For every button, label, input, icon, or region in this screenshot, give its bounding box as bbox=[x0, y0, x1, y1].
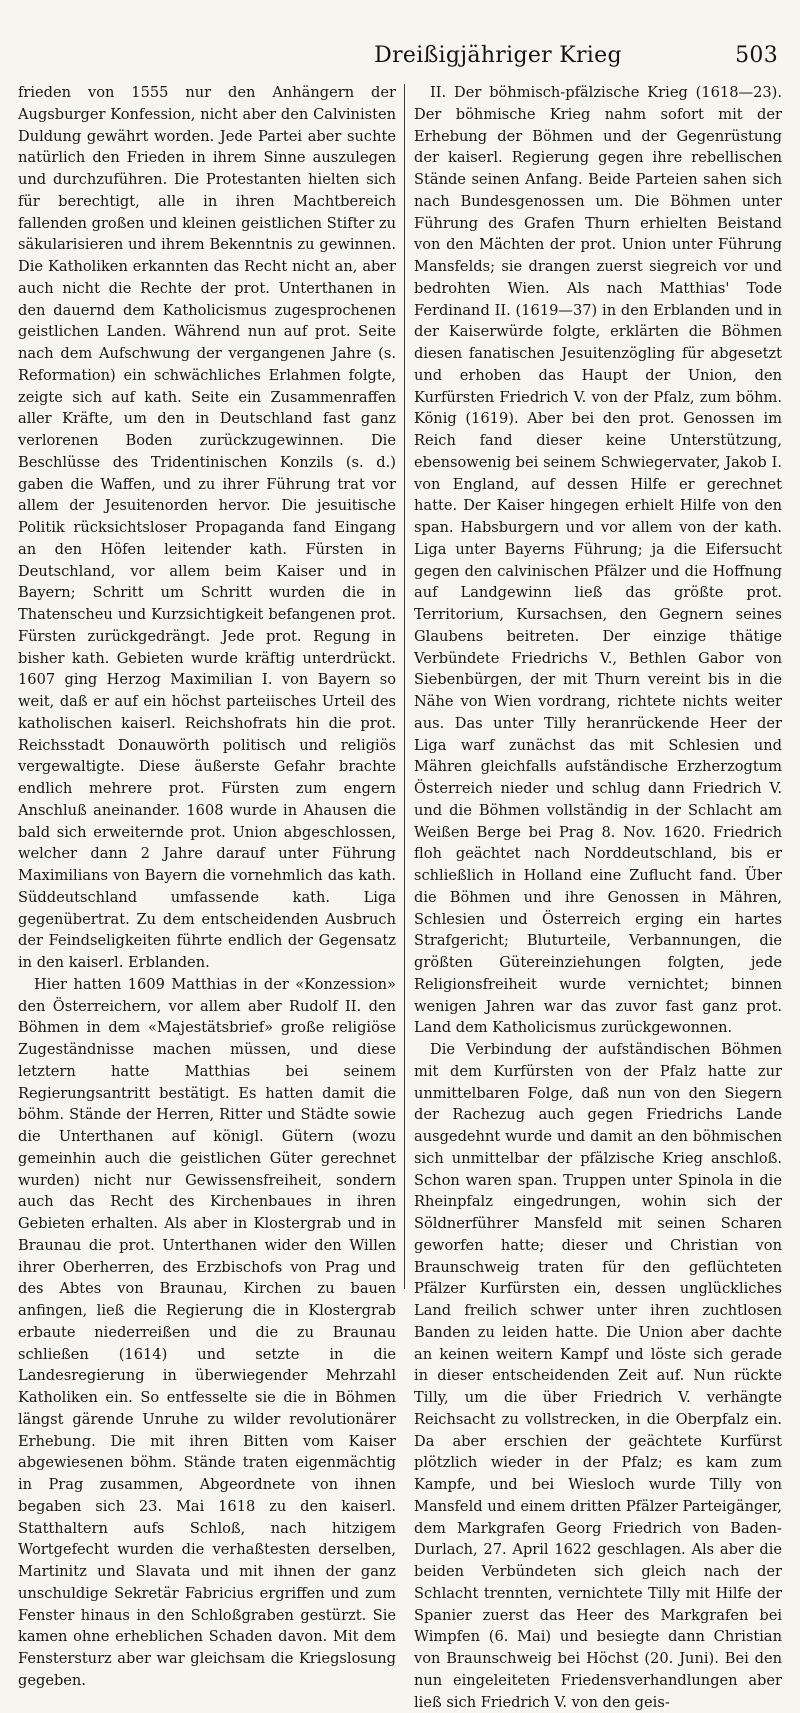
running-title: Dreißigjähriger Krieg bbox=[374, 42, 622, 68]
page-number: 503 bbox=[735, 42, 778, 68]
right-paragraph-1: II. Der böhmisch-pfälzische Krieg (1618—23). Der böhmische Krieg nahm sofort mit der Erhebung der Böhmen und der Gegenrüstung der kaiserl. Regierung gegen ihre rebellischen Stände seinen Anfang. Beide Parteien sahen sich nach Bundesgenossen um. Die Böhmen unter Führung des Grafen Thurn erhielten Beistand von den Mächten der prot. Union unter Führung Mansfelds; sie drangen zuerst siegreich vor und bedrohten Wien. Als nach Matthias' Tode Ferdinand II. (1619—37) in den Erblanden und in der Kaiserwürde folgte, erklärten die Böhmen diesen fanatischen Jesuitenzögling für abgesetzt und erhoben das Haupt der Union, den Kurfürsten Friedrich V. von der Pfalz, zum böhm. König (1619). Aber bei den prot. Genossen im Reich fand dieser keine Unterstützung, ebensowenig bei seinem Schwiegervater, Jakob I. von England, auf dessen Hilfe er gerechnet hatte. Der Kaiser hingegen erhielt Hilfe von den span. Habsburgern und vor allem von der kath. Liga unter Bayerns Führung; ja die Eifersucht gegen den calvinischen Pfälzer und die Hoffnung auf Landgewinn ließ das größte prot. Territorium, Kursachsen, den Gegnern seines Glaubens beitreten. Der einzige thätige Verbündete Friedrichs V., Bethlen Gabor von Siebenbürgen, der mit Thurn vereint bis in die Nähe von Wien vordrang, richtete nichts weiter aus. Das unter Tilly heranrückende Heer der Liga warf zunächst das mit Schlesien und Mähren gleichfalls aufständische Erzherzogtum Österreich nieder und schlug dann Friedrich V. und die Böhmen vollständig in der Schlacht am Weißen Berge bei Prag 8. Nov. 1620. Friedrich floh geächtet nach Norddeutschland, bis er schließlich in Holland eine Zuflucht fand. Über die Böhmen und ihre Genossen in Mähren, Schlesien und Österreich erging ein hartes Strafgericht; Bluturteile, Verbannungen, die größten Gütereinziehungen folgten, jede Religionsfreiheit wurde vernichtet; binnen wenigen Jahren war das zuvor fast ganz prot. Land dem Katholicismus zurückgewonnen. bbox=[414, 84, 782, 1037]
left-paragraph-2: Hier hatten 1609 Matthias in der «Konzession» den Österreichern, vor allem aber Rudolf II. den Böhmen in dem «Majestätsbrief» große religiöse Zugeständnisse machen müssen, und diese letztern hatte Matthias bei seinem Regierungsantritt bestätigt. Es hatten damit die böhm. Stände der Herren, Ritter und Städte sowie die Unterthanen auf königl. Gütern (wozu gemeinhin auch die geistlichen Güter gerechnet wurden) nicht nur Gewissensfreiheit, sondern auch das Recht des Kirchenbaues in ihren Gebieten erhalten. Als aber in Klostergrab und in Braunau die prot. Unterthanen wider den Willen ihrer Oberherren, des Erzbischofs von Prag und des Abtes von Braunau, Kirchen zu bauen anfingen, ließ die Regierung die in Klostergrab erbaute niederreißen und die zu Braunau schließen (1614) und setzte in die Landesregierung in überwiegender Mehrzahl Katholiken ein. So entfesselte sie die in Böhmen längst gärende Unruhe zu wilder revolutionärer Erhebung. Die mit ihren Bitten vom Kaiser abgewiesenen böhm. Stände traten eigenmächtig in Prag zusammen, Abgeordnete von ihnen begaben sich 23. Mai 1618 zu den kaiserl. Statthaltern aufs Schloß, nach hitzigem Wortgefecht wurden die verhaßtesten derselben, Martinitz und Slavata und mit ihnen der ganz unschuldige Sekretär Fabricius ergriffen und zum Fenster hinaus in den Schloßgraben gestürzt. Sie kamen ohne erheblichen Schaden davon. Mit dem Fenstersturz aber war gleichsam die Kriegslosung gegeben. bbox=[18, 975, 396, 1689]
page-header bbox=[18, 38, 778, 72]
left-column bbox=[18, 82, 396, 1689]
right-paragraph-2: Die Verbindung der aufständischen Böhmen mit dem Kurfürsten von der Pfalz hatte zur unmittelbaren Folge, daß nun von den Siegern der Rachezug auch gegen Friedrichs Lande ausgedehnt wurde und damit an den böhmischen sich unmittelbar der pfälzische Krieg anschloß. Schon waren span. Truppen unter Spinola in die Rheinpfalz eingedrungen, wohin sich der Söldnerführer Mansfeld mit seinen Scharen geworfen hatte; dieser und Christian von Braunschweig traten für den geflüchteten Pfälzer Kurfürsten ein, dessen unglückliches Land freilich schwer unter ihren zuchtlosen Banden zu leiden hatte. Die Union aber dachte an keinen weitern Kampf und löste sich gerade in dieser entscheidenden Zeit auf. Nun rückte Tilly, um die über Friedrich V. verhängte Reichsacht zu vollstrecken, in die Oberpfalz ein. Da aber erschien der geächtete Kurfürst plötzlich wieder in der Pfalz; es kam zum Kampfe, und bei Wiesloch wurde Tilly von Mansfeld und einem dritten Pfälzer Parteigänger, dem Markgrafen Georg Friedrich von Baden-Durlach, 27. April 1622 geschlagen. Als aber die beiden Verbündeten sich gleich nach der Schlacht trennten, vernichtete Tilly mit Hilfe der Spanier zuerst das Heer des Markgrafen bei Wimpfen (6. Mai) und besiegte dann Christian von Braunschweig bei Höchst (20. Juni). Bei den nun eingeleiteten Friedensverhandlungen aber ließ sich Friedrich V. von den geis- bbox=[414, 1041, 782, 1711]
left-paragraph-1: frieden von 1555 nur den Anhängern der Augsburger Konfession, nicht aber den Calvinisten Duldung gewährt worden. Jede Partei aber suchte natürlich den Frieden in ihrem Sinne auszulegen und durchzuführen. Die Protestanten hielten sich für berechtigt, alle in ihren Machtbereich fallenden großen und kleinen geistlichen Stifter zu säkularisieren und ihrem Bekenntnis zu gewinnen. Die Katholiken erkannten das Recht nicht an, aber auch nicht die Rechte der prot. Unterthanen in den dauernd dem Katholicismus zugesprochenen geistlichen Landen. Während nun auf prot. Seite nach dem Aufschwung der vergangenen Jahre (s. Reformation) ein schwächliches Erlahmen folgte, zeigte sich auf kath. Seite ein Zusammenraffen aller Kräfte, um den in Deutschland fast ganz verlorenen Boden zurückzugewinnen. Die Beschlüsse des Tridentinischen Konzils (s. d.) gaben die Waffen, und zu ihrer Führung trat vor allem der Jesuitenorden hervor. Die jesuitische Politik rücksichtsloser Propaganda fand Eingang an den Höfen leitender kath. Fürsten in Deutschland, vor allem beim Kaiser und in Bayern; Schritt um Schritt wurden die in Thatenscheu und Kurzsichtigkeit befangenen prot. Fürsten zurückgedrängt. Jede prot. Regung in bisher kath. Gebieten wurde kräftig unterdrückt. 1607 ging Herzog Maximilian I. von Bayern so weit, daß er auf ein höchst parteiisches Urteil des katholischen kaiserl. Reichshofrats hin die prot. Reichsstadt Donauwörth politisch und religiös vergewaltigte. Diese äußerste Gefahr brachte endlich mehrere prot. Fürsten zum engern Anschluß aneinander. 1608 wurde in Ahausen die bald sich erweiternde prot. Union abgeschlossen, welcher dann 2 Jahre darauf unter Führung Maximilians von Bayern die vornehmlich das kath. Süddeutschland umfassende kath. Liga gegenübertrat. Zu dem entscheidenden Ausbruch der Feindseligkeiten führte endlich der Gegensatz in den kaiserl. Erblanden. bbox=[18, 84, 396, 971]
right-column bbox=[414, 82, 782, 1711]
column-divider bbox=[404, 84, 405, 1289]
